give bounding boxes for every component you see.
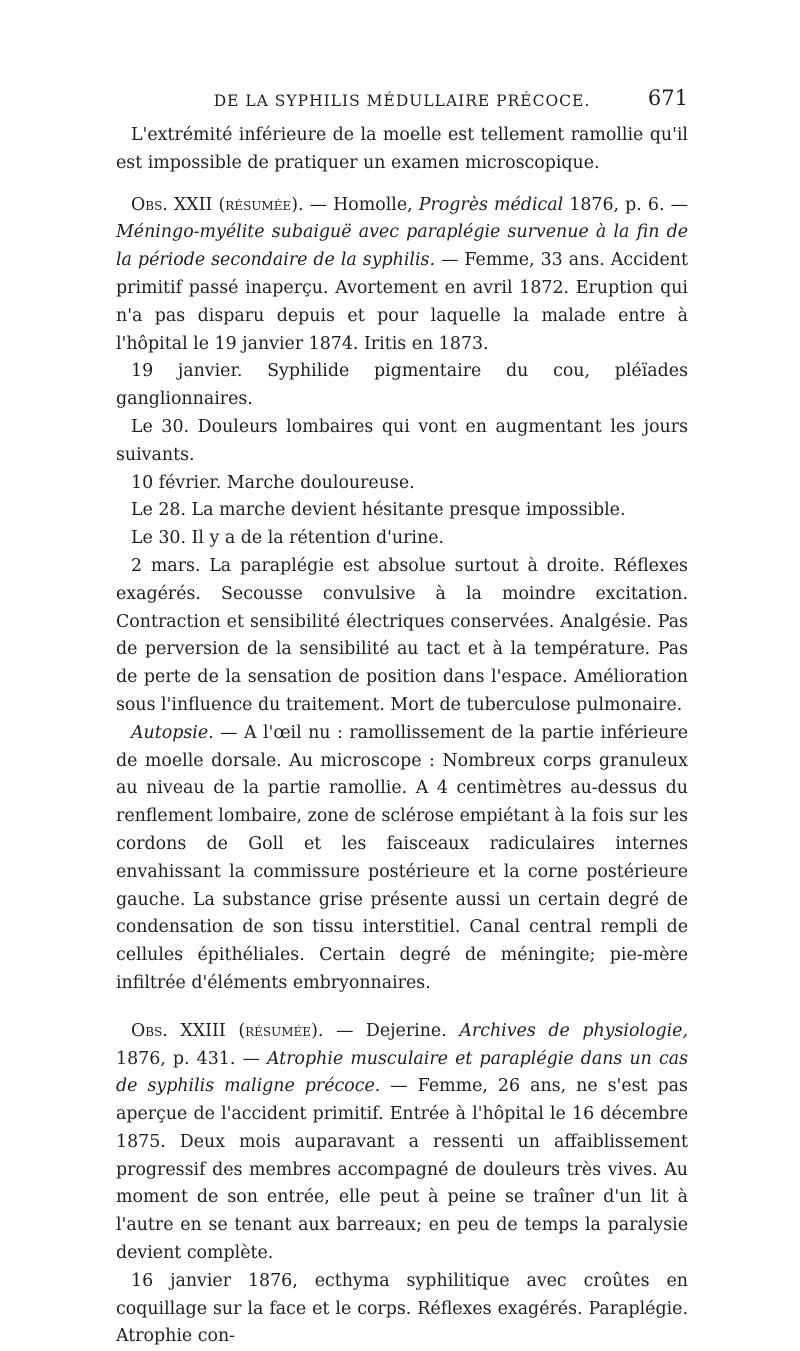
obs22-author: — Homolle, — [303, 194, 419, 215]
obs22-ref: 1876, p. 6. — — [563, 194, 689, 215]
autopsy-paragraph — [116, 720, 688, 998]
paragraph-mar2: 2 mars. La paraplégie est absolue surtout à droite. Réflexes exagérés. Secousse convulsive à la moindre excitation. Contraction et sensibilité électriques conservées. Analgésie. Pas de perversion de la sensibilité au tact et à la température. Pas de perte de la sensation de position dans l'espace. Amélioration sous l'influence du traitement. Mort de tuberculose pulmonaire. — [116, 555, 688, 715]
observation-22 — [116, 192, 688, 359]
paragraph-le28: Le 28. La marche devient hésitante presque impossible. — [131, 500, 626, 521]
paragraph-le30-a: Le 30. Douleurs lombaires qui vont en augmentant les jours suivants. — [116, 416, 688, 465]
paragraph-le30-b: Le 30. Il y a de la rétention d'urine. — [131, 528, 445, 549]
obs22-journal: Progrès médical — [418, 194, 564, 215]
autopsy-label: Autopsie. — [131, 722, 214, 743]
obs23-journal: Archives de physiologie, — [459, 1020, 688, 1041]
paragraph-jan16: 16 janvier 1876, ecthyma syphilitique avec croûtes en coquillage sur la face et le corps. Réflexes exagérés. Paraplégie. Atrophie con- — [116, 1270, 688, 1347]
paragraph-intro: L'extrémité inférieure de la moelle est tellement ramollie qu'il est impossible de pratiquer un examen microscopique. — [116, 125, 688, 173]
running-head — [116, 86, 688, 122]
paragraph-feb10: 10 février. Marche douloureuse. — [131, 472, 415, 493]
obs23-title: Atrophie musculaire et paraplégie dans un cas de syphilis maligne précoce. — [116, 1048, 689, 1097]
paragraph-jan19: 19 janvier. Syphilide pigmentaire du cou, pléïades ganglionnaires. — [116, 361, 688, 410]
body-text — [116, 122, 688, 1351]
page-number: 671 — [647, 86, 688, 110]
autopsy-text: — A l'œil nu : ramollissement de la partie inférieure de moelle dorsale. Au microscope : Nombreux corps granuleux au niveau de la partie ramollie. A 4 centimètres au-dessus du renflement lombaire, zone de sclérose empiétant à la fois sur les cordons de Goll et les faisceaux radiculaires internes envahissant la commissure postérieure et la corne postérieure gauche. La substance grise présente aussi un certain degré de condensation de son tissu interstitiel. Canal central rempli de cellules épithéliales. Certain degré de méningite; pie-mère infiltrée d'éléments embryonnaires. — [116, 722, 688, 993]
running-title: DE LA SYPHILIS MÉDULLAIRE PRÉCOCE. — [213, 92, 591, 110]
obs22-title: Méningo-myélite subaiguë avec paraplégie survenue à la fin de la période secondaire de la syphilis. — [116, 222, 688, 271]
observation-23 — [116, 1018, 688, 1268]
obs23-ref: 1876, p. 431. — — [116, 1048, 267, 1069]
obs23-text: — Femme, 26 ans, ne s'est pas aperçue de l'accident primitif. Entrée à l'hôpital le 16 décembre 1875. Deux mois auparavant a ressenti un affaiblissement progressif des membres accompagné de douleurs très vives. Au moment de son entrée, elle peut à peine se traîner d'un lit à l'autre en se tenant aux barreaux; en peu de temps la paralysie devient complète. — [116, 1076, 688, 1264]
obs22-text: — Femme, 33 ans. Accident primitif passé inaperçu. Avortement en avril 1872. Eruption qui n'a pas disparu depuis et pour laquelle la malade entre à l'hôpital le 19 janvier 1874. Iritis en 1873. — [116, 250, 688, 354]
obs23-label: Obs. XXIII (résumée). — [131, 1020, 324, 1041]
obs23-author: — Dejerine. — [323, 1020, 460, 1041]
obs22-label: Obs. XXII (résumée). — [131, 194, 304, 215]
